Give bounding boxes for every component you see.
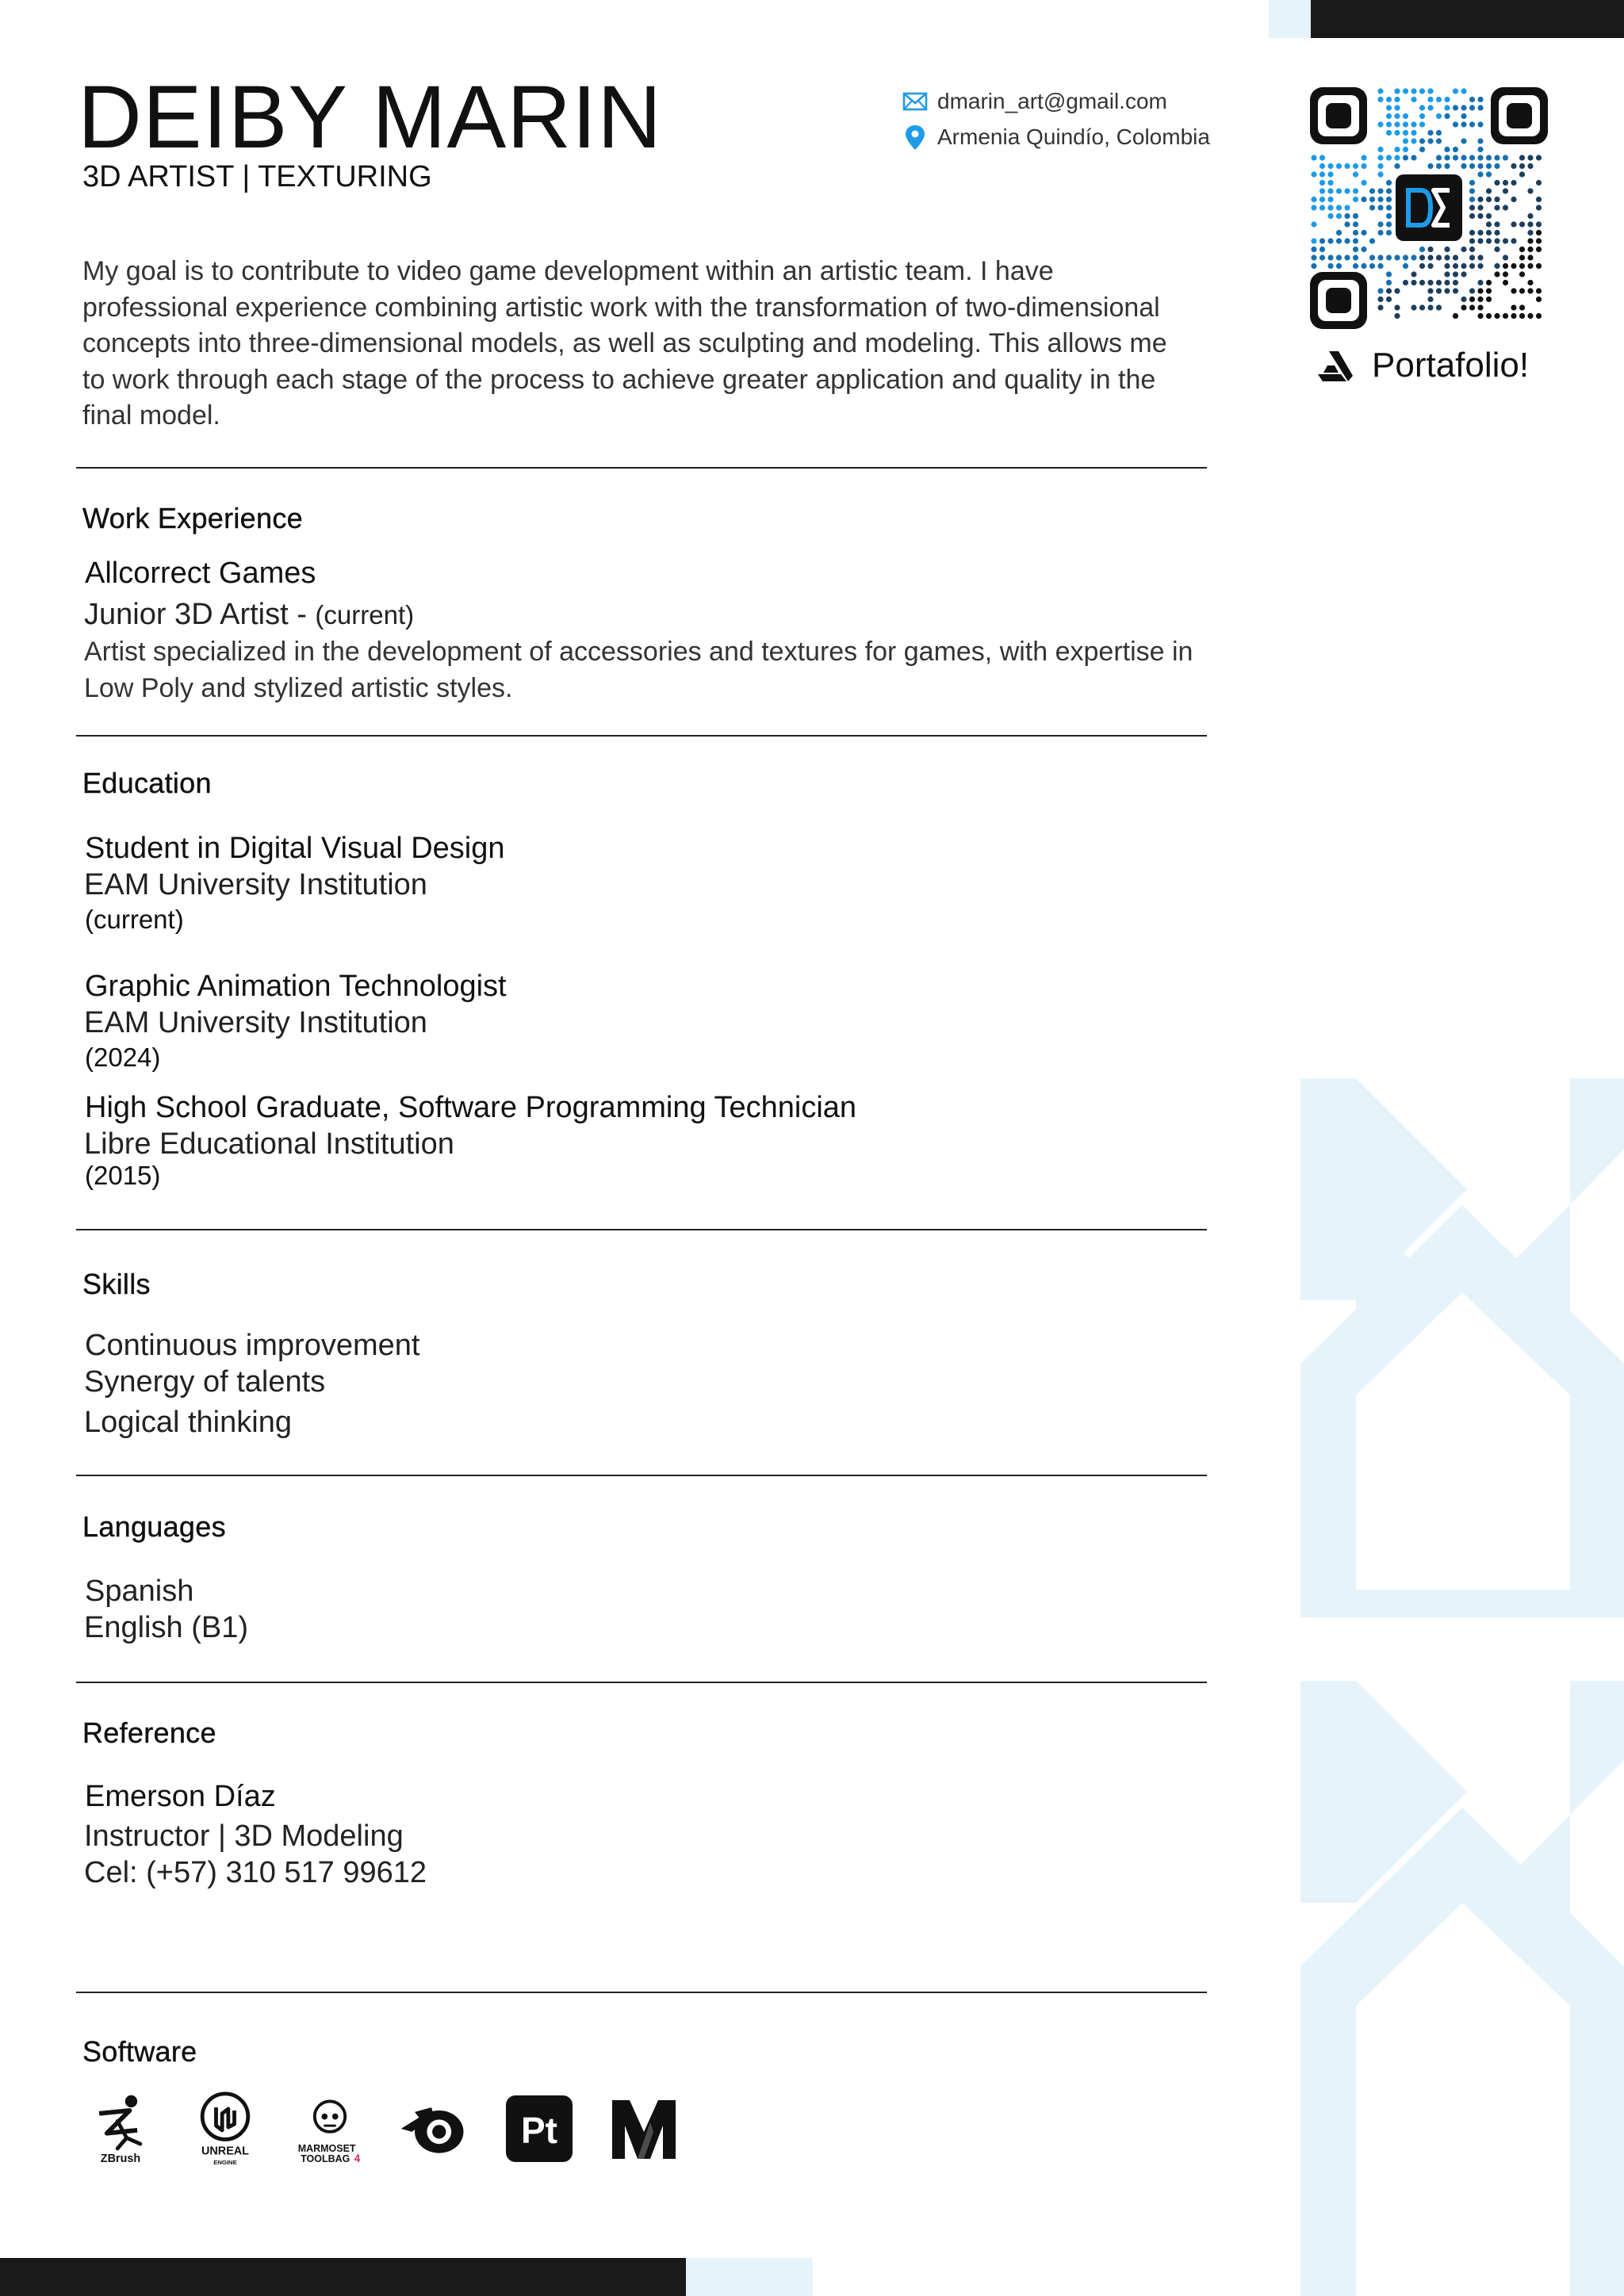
languages-title: Languages xyxy=(82,1510,226,1543)
unreal-label: UNREAL xyxy=(201,2145,249,2158)
divider xyxy=(76,1682,1207,1683)
work-experience-title: Work Experience xyxy=(82,502,303,534)
education-title: Education xyxy=(82,767,212,799)
contact-location xyxy=(902,124,1210,151)
divider xyxy=(76,467,1207,469)
profile-summary: My goal is to contribute to video game development within an artistic team. I have professional experience combining artistic work with the transformation of two-dimensional concepts into three-dimensional models, as well as sculpting and modeling. This allows me to work through each stage of the process to achieve greater application and quality in the final model. xyxy=(82,256,1167,430)
work-company: Allcorrect Games xyxy=(85,557,316,590)
education-institution: Libre Educational Institution xyxy=(84,1127,454,1161)
education-degree: Graphic Animation Technologist xyxy=(85,970,507,1003)
mail-icon xyxy=(902,92,928,111)
background-monogram-watermark xyxy=(1300,1062,1624,2296)
education-institution: EAM University Institution xyxy=(84,1006,427,1039)
maya-logo xyxy=(606,2091,682,2167)
reference-role: Instructor | 3D Modeling xyxy=(84,1820,404,1853)
skill-item: Synergy of talents xyxy=(84,1365,326,1399)
software-title: Software xyxy=(82,2035,197,2068)
top-accent-light xyxy=(1269,0,1312,38)
education-institution: EAM University Institution xyxy=(84,868,427,901)
work-description: Artist specialized in the development of accessories and textures for games, with expertise in Low Poly and stylized artistic styles. xyxy=(84,637,1193,703)
candidate-name: DEIBY MARIN xyxy=(78,67,663,166)
candidate-role: 3D ARTIST | TEXTURING xyxy=(82,160,432,193)
portfolio-qr-code[interactable] xyxy=(1310,87,1548,329)
marmoset-sublabel: TOOLBAG xyxy=(301,2153,350,2165)
marmoset-toolbag-logo xyxy=(292,2091,368,2167)
top-accent-dark xyxy=(1311,0,1624,38)
divider xyxy=(76,1475,1207,1476)
skill-item: Logical thinking xyxy=(84,1406,292,1439)
zbrush-logo xyxy=(82,2091,159,2167)
education-degree: Student in Digital Visual Design xyxy=(85,832,505,865)
bottom-accent-light xyxy=(686,2258,813,2296)
education-year: (current) xyxy=(85,905,184,934)
reference-phone: Cel: (+57) 310 517 99612 xyxy=(84,1856,427,1889)
education-degree: High School Graduate, Software Programming Technician xyxy=(85,1091,857,1124)
education-year: (2015) xyxy=(85,1161,161,1190)
portfolio-link[interactable] xyxy=(1316,346,1529,385)
portfolio-label: Portafolio! xyxy=(1372,346,1530,385)
bottom-accent-dark xyxy=(0,2258,686,2296)
divider xyxy=(76,735,1207,737)
software-logos xyxy=(82,2085,682,2172)
work-position xyxy=(84,598,414,632)
contact-email[interactable] xyxy=(902,89,1167,114)
reference-name: Emerson Díaz xyxy=(85,1780,276,1813)
location-text: Armenia Quindío, Colombia xyxy=(937,124,1210,149)
reference-title: Reference xyxy=(82,1716,216,1749)
skill-item: Continuous improvement xyxy=(85,1329,420,1362)
substance-painter-logo xyxy=(501,2091,577,2167)
unreal-sublabel: ENGINE xyxy=(213,2159,237,2167)
divider xyxy=(76,1229,1207,1230)
painter-label: Pt xyxy=(521,2110,557,2151)
email-text: dmarin_art@gmail.com xyxy=(937,89,1167,113)
unreal-engine-logo xyxy=(187,2091,263,2167)
language-item: English (B1) xyxy=(84,1611,248,1644)
education-year: (2024) xyxy=(85,1043,161,1072)
svg-text:4: 4 xyxy=(354,2152,361,2165)
marmoset-label: MARMOSET xyxy=(297,2142,356,2154)
skills-title: Skills xyxy=(82,1268,151,1300)
language-item: Spanish xyxy=(85,1575,194,1608)
artstation-icon xyxy=(1316,350,1354,381)
location-pin-icon xyxy=(902,124,928,151)
blender-logo xyxy=(396,2091,473,2167)
work-position-status: (current) xyxy=(315,600,415,629)
divider xyxy=(76,1992,1207,1993)
svg-text:ZBrush: ZBrush xyxy=(100,2152,141,2166)
work-position-title: Junior 3D Artist - xyxy=(84,598,316,631)
